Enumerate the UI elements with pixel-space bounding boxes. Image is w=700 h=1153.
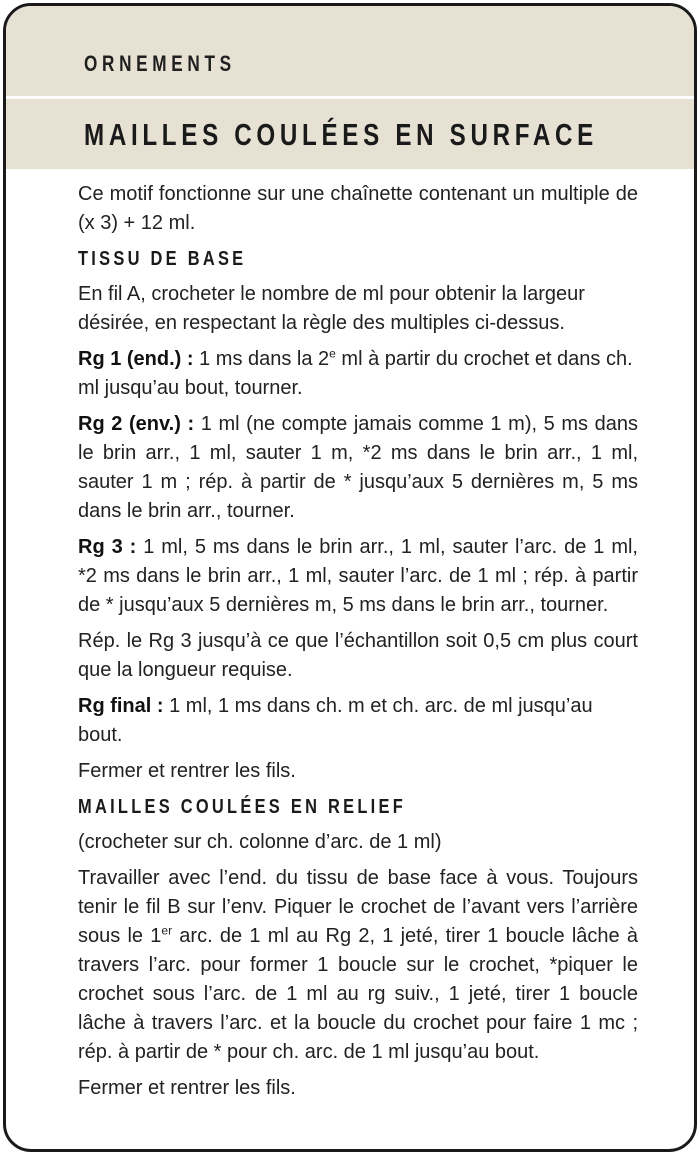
row-1-text-b: ml à partir du crochet et dans ch. ml jusqu’au bout, tourner. — [78, 348, 633, 399]
relief-finish: Fermer et rentrer les fils. — [78, 1077, 296, 1099]
repeat-instruction: Rép. le Rg 3 jusqu’à ce que l’échantillon soit 0,5 cm plus court que la longueur requise. — [78, 630, 638, 681]
final-row-text: 1 ml, 1 ms dans ch. m et ch. arc. de ml jusqu’au bout. — [78, 695, 593, 746]
base-fabric-instruction: En fil A, crocheter le nombre de ml pour obtenir la largeur désirée, en respectant la règle des multiples ci-dessus. — [78, 283, 585, 334]
section-label: ORNEMENTS — [84, 51, 236, 76]
relief-text-a: Travailler avec l’end. du tissu de base face à vous. Toujours tenir le fil B sur l’env. Piquer le crochet de l’avant vers l’arrière sous le 1 — [78, 867, 638, 947]
row-1 — [78, 345, 638, 403]
section-band — [6, 6, 694, 96]
row-2 — [78, 410, 638, 526]
row-2-text: 1 ml (ne compte jamais comme 1 m), 5 ms dans le brin arr., 1 ml, sauter 1 m, *2 ms dans le brin arr., 1 ml, sauter 1 m ; rép. à partir de * jusqu’aux 5 dernières m, 5 ms dans le brin arr., tourner. — [78, 413, 639, 522]
row-1-label: Rg 1 (end.) : — [78, 348, 194, 370]
relief-instruction — [78, 864, 638, 1067]
row-1-text-a: 1 ms dans la 2 — [193, 348, 330, 370]
relief-sup: er — [161, 923, 173, 938]
row-2-label: Rg 2 (env.) : — [78, 413, 195, 435]
relief-note: (crocheter sur ch. colonne d’arc. de 1 ml) — [78, 831, 442, 853]
row-3 — [78, 533, 638, 620]
page-title: MAILLES COULÉES EN SURFACE — [84, 117, 598, 152]
final-row-label: Rg final : — [78, 695, 164, 717]
row-3-label: Rg 3 : — [78, 536, 137, 558]
content — [78, 180, 638, 1110]
base-fabric-finish: Fermer et rentrer les fils. — [78, 760, 296, 782]
base-fabric-heading: TISSU DE BASE — [78, 248, 247, 270]
intro-text: Ce motif fonctionne sur une chaînette contenant un multiple de (x 3) + 12 ml. — [78, 183, 638, 234]
row-3-text: 1 ml, 5 ms dans le brin arr., 1 ml, sauter l’arc. de 1 ml, *2 ms dans le brin arr., 1 ml, sauter l’arc. de 1 ml ; rép. à partir de * jusqu’aux 5 dernières m, 5 ms dans le brin arr., tourner. — [78, 536, 638, 616]
relief-heading: MAILLES COULÉES EN RELIEF — [78, 796, 407, 818]
relief-text-b: arc. de 1 ml au Rg 2, 1 jeté, tirer 1 boucle lâche à travers l’arc. pour former 1 boucle sur le crochet, *piquer le crochet sous l’arc. de 1 ml au rg suiv., 1 jeté, tirer 1 boucle lâche à travers l’arc. et la boucle du crochet pour faire 1 mc ; rép. à partir de * pour ch. arc. de 1 ml jusqu’au bout. — [78, 925, 638, 1063]
final-row — [78, 692, 638, 750]
row-1-sup: e — [329, 346, 336, 361]
title-band — [6, 99, 694, 169]
